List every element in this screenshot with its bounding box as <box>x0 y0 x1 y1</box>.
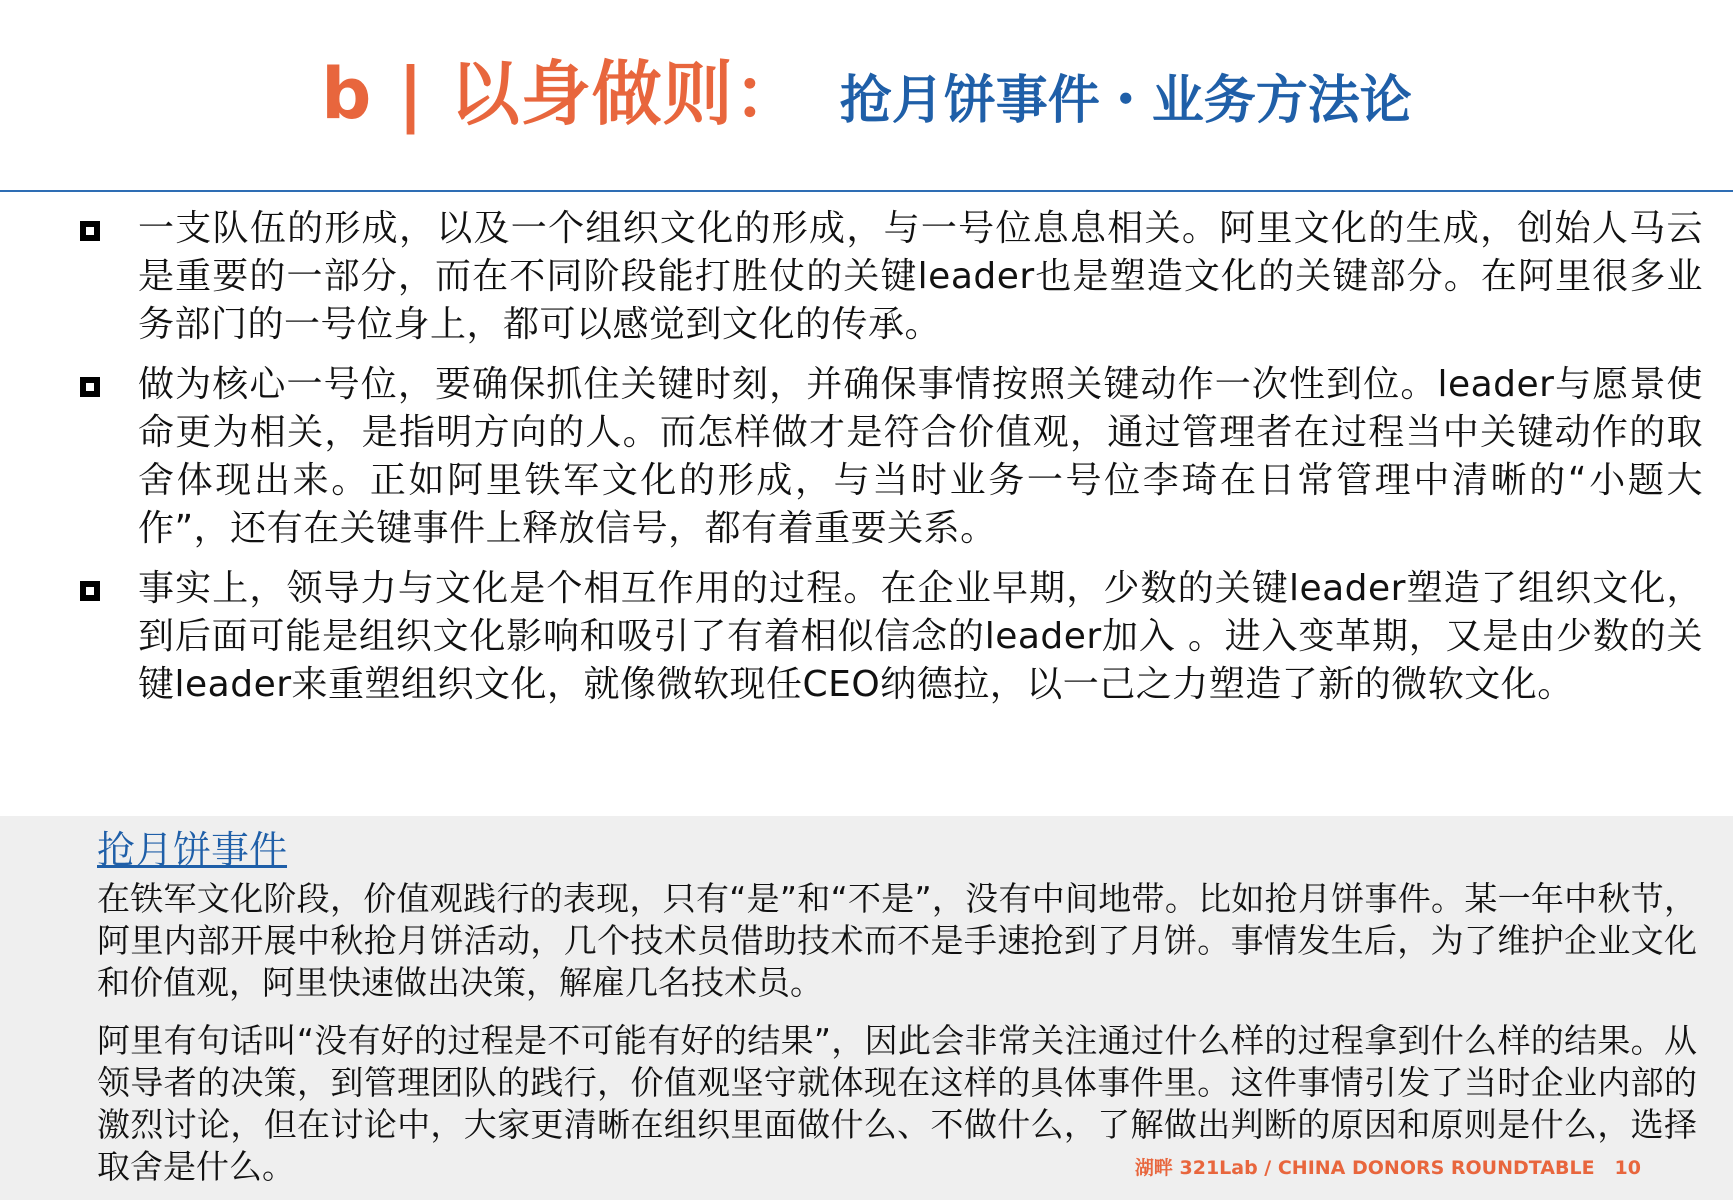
bullet-list <box>78 205 1703 721</box>
slide-header <box>0 0 1733 190</box>
slide-footer <box>1135 1153 1641 1180</box>
square-bullet-icon <box>80 581 100 601</box>
case-study-panel <box>0 816 1733 1200</box>
title-subtitle: 抢月饼事件・业务方法论 <box>839 71 1412 131</box>
page-number: 10 <box>1614 1157 1641 1179</box>
bullet-item <box>78 565 1703 709</box>
header-divider <box>0 190 1733 192</box>
title-main: b | 以身做则： <box>321 53 805 135</box>
bullet-item <box>78 205 1703 349</box>
slide-title <box>0 38 1733 139</box>
bullet-text: 事实上，领导力与文化是个相互作用的过程。在企业早期，少数的关键leader塑造了组织文化，到后面可能是组织文化影响和吸引了有着相似信念的leader加入 。进入变革期，又是由少数的关键leader来重塑组织文化，就像微软现任CEO纳德拉，以一己之力塑造了新的微软文化。 <box>138 568 1703 705</box>
case-study-title: 抢月饼事件 <box>97 828 288 872</box>
square-bullet-icon <box>80 221 100 241</box>
case-study-paragraph: 阿里有句话叫“没有好的过程是不可能有好的结果”，因此会非常关注通过什么样的过程拿到什么样的结果。从领导者的决策，到管理团队的践行，价值观坚守就体现在这样的具体事件里。这件事情引发了当时企业内部的激烈讨论，但在讨论中，大家更清晰在组织里面做什么、不做什么，了解做出判断的原因和原则是什么，选择取舍是什么。 <box>97 1021 1697 1186</box>
case-study-paragraph: 在铁军文化阶段，价值观践行的表现，只有“是”和“不是”，没有中间地带。比如抢月饼事件。某一年中秋节，阿里内部开展中秋抢月饼活动，几个技术员借助技术而不是手速抢到了月饼。事情发生后，为了维护企业文化和价值观，阿里快速做出决策，解雇几名技术员。 <box>97 879 1697 1002</box>
square-bullet-icon <box>80 377 100 397</box>
bullet-text: 做为核心一号位，要确保抓住关键时刻，并确保事情按照关键动作一次性到位。leader与愿景使命更为相关，是指明方向的人。而怎样做才是符合价值观，通过管理者在过程当中关键动作的取舍体现出来。正如阿里铁军文化的形成，与当时业务一号位李琦在日常管理中清晰的“小题大作”，还有在关键事件上释放信号，都有着重要关系。 <box>138 364 1703 549</box>
bullet-text: 一支队伍的形成，以及一个组织文化的形成，与一号位息息相关。阿里文化的生成，创始人马云是重要的一部分，而在不同阶段能打胜仗的关键leader也是塑造文化的关键部分。在阿里很多业务部门的一号位身上，都可以感觉到文化的传承。 <box>138 208 1703 345</box>
footer-source: 湖畔 321Lab / CHINA DONORS ROUNDTABLE <box>1134 1157 1595 1179</box>
bullet-item <box>78 361 1703 553</box>
